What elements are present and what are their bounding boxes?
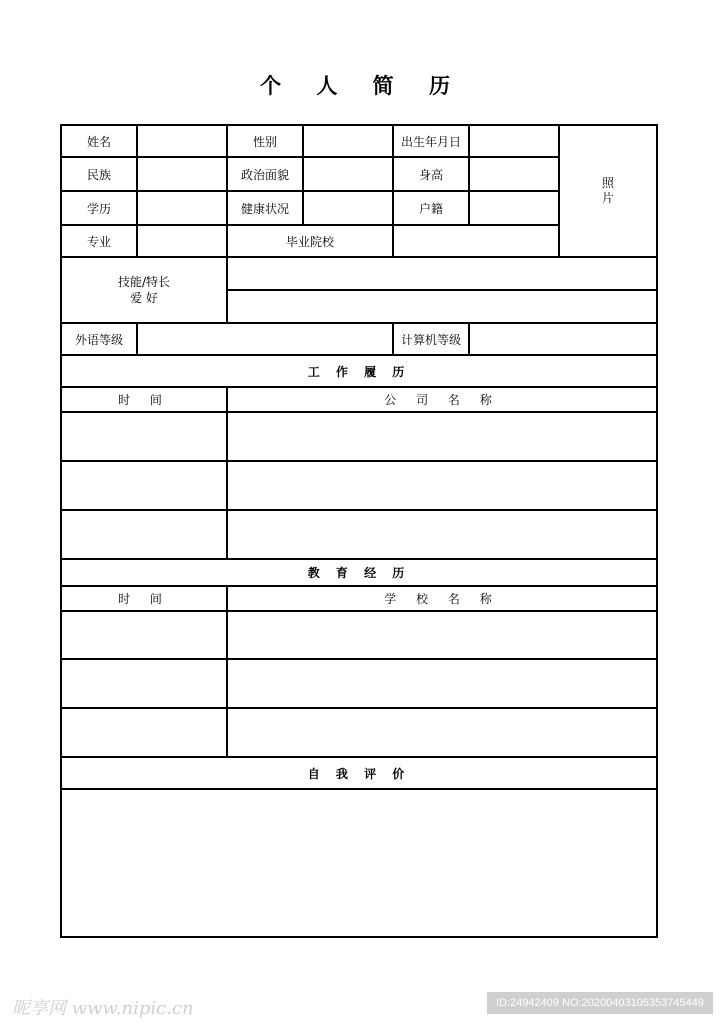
edu-time-field[interactable] [60, 658, 228, 709]
photo-label-2: 片 [601, 191, 614, 205]
computer-level-label: 计算机等级 [392, 322, 470, 356]
work-time-field[interactable] [60, 460, 228, 511]
ethnicity-label: 民族 [60, 156, 138, 192]
political-label: 政治面貌 [226, 156, 304, 192]
foreign-level-field[interactable] [136, 322, 394, 356]
height-field[interactable] [468, 156, 560, 192]
gender-field[interactable] [302, 124, 394, 158]
school-field[interactable] [392, 224, 560, 258]
name-field[interactable] [136, 124, 228, 158]
height-label: 身高 [392, 156, 470, 192]
work-col-company: 公 司 名 称 [226, 386, 658, 413]
gender-label: 性别 [226, 124, 304, 158]
self-heading: 自 我 评 价 [60, 756, 658, 790]
image-id-label: ID:24942409 NO:20200403105353745449 [487, 992, 713, 1014]
edu-heading: 教 育 经 历 [60, 558, 658, 587]
edu-school-field[interactable] [226, 610, 658, 660]
ethnicity-field[interactable] [136, 156, 228, 192]
work-time-field[interactable] [60, 509, 228, 560]
watermark: 昵享网 www.nipic.cn [12, 998, 194, 1019]
work-company-field[interactable] [226, 509, 658, 560]
education-label: 学历 [60, 190, 138, 226]
photo-box[interactable] [558, 124, 658, 258]
political-field[interactable] [302, 156, 394, 192]
work-company-field[interactable] [226, 411, 658, 462]
edu-time-field[interactable] [60, 610, 228, 660]
skills-field-1[interactable] [226, 256, 658, 291]
health-label: 健康状况 [226, 190, 304, 226]
birth-field[interactable] [468, 124, 560, 158]
skills-label [60, 256, 228, 324]
health-field[interactable] [302, 190, 394, 226]
self-evaluation-field[interactable] [60, 788, 658, 938]
skills-label-line1: 技能/特长 [117, 275, 171, 289]
school-label: 毕业院校 [226, 224, 394, 258]
major-label: 专业 [60, 224, 138, 258]
edu-school-field[interactable] [226, 707, 658, 758]
photo-label-1: 照 [601, 176, 614, 190]
edu-school-field[interactable] [226, 658, 658, 709]
edu-col-school: 学 校 名 称 [226, 585, 658, 612]
major-field[interactable] [136, 224, 228, 258]
page-title: 个 人 简 历 [260, 74, 464, 98]
skills-field-2[interactable] [226, 289, 658, 324]
education-field[interactable] [136, 190, 228, 226]
skills-label-line2: 爱 好 [130, 291, 158, 305]
hukou-label: 户籍 [392, 190, 470, 226]
hukou-field[interactable] [468, 190, 560, 226]
edu-col-time: 时 间 [60, 585, 228, 612]
work-company-field[interactable] [226, 460, 658, 511]
work-col-time: 时 间 [60, 386, 228, 413]
foreign-level-label: 外语等级 [60, 322, 138, 356]
work-heading: 工 作 履 历 [60, 354, 658, 388]
name-label: 姓名 [60, 124, 138, 158]
computer-level-field[interactable] [468, 322, 658, 356]
birth-label: 出生年月日 [392, 124, 470, 158]
work-time-field[interactable] [60, 411, 228, 462]
edu-time-field[interactable] [60, 707, 228, 758]
